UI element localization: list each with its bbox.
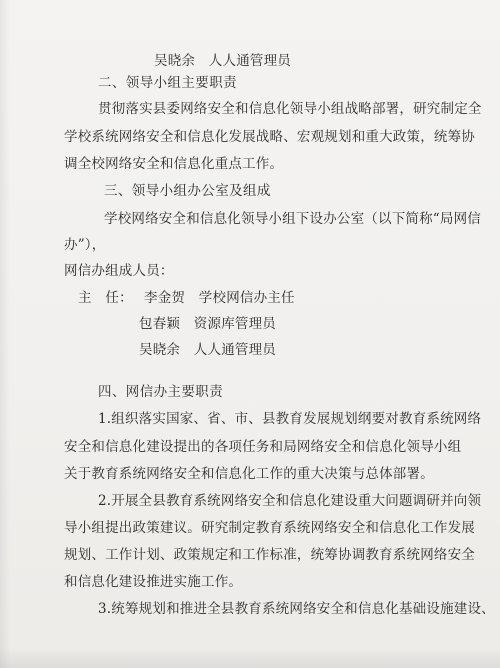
section-4-title: 四、网信办主要职责 [98, 384, 224, 400]
item-2-line-2: 导小组提出政策建议。研究制定教育系统网络安全和信息化工作发展 [64, 520, 475, 536]
section-3-title: 三、领导小组办公室及组成 [104, 183, 271, 199]
member-line-top: 吴晓余 人人通管理员 [154, 53, 291, 69]
item-1-line-2: 安全和信息化建设提出的各项任务和局网络安全和信息化领导小组 [64, 439, 462, 455]
item-1-line-1: 1.组织落实国家、省、市、县教育发展规划纲要对教育系统网络 [98, 411, 482, 427]
section-3-line-2: 办”）， [64, 237, 106, 253]
director-label: 主 任： [78, 290, 133, 306]
section-2-title: 二、领导小组主要职责 [98, 75, 237, 91]
section-3-line-1: 学校网络安全和信息化领导小组下设办公室（以下简称“局网信 [104, 211, 482, 227]
member-line-3: 吴晓余 人人通管理员 [139, 342, 276, 358]
item-2-line-3: 规划、工作计划、政策规定和工作标准，统筹协调教育系统网络安全 [64, 547, 475, 563]
members-label: 网信办组成人员： [64, 263, 174, 279]
item-2-line-1: 2.开展全县教育系统网络安全和信息化建设重大问题调研并向领 [98, 493, 482, 509]
page-shadow-left [0, 0, 10, 668]
section-2-line-3: 调全校网络安全和信息化重点工作。 [64, 156, 284, 172]
item-3-line-1: 3.统筹规划和推进全县教育系统网络安全和信息化基础设施建设、 [98, 601, 495, 617]
page-shadow-bottom [0, 648, 500, 668]
item-2-line-4: 和信息化建设推进实施工作。 [64, 574, 243, 590]
member-line-1: 李金贺 学校网信办主任 [144, 290, 295, 306]
section-2-line-1: 贯彻落实县委网络安全和信息化领导小组战略部署，研究制定全 [98, 101, 482, 117]
member-line-2: 包春颖 资源库管理员 [139, 316, 276, 332]
item-1-line-3: 关于教育系统网络安全和信息化工作的重大决策与总体部署。 [64, 466, 434, 482]
section-2-line-2: 学校系统网络安全和信息化发展战略、宏观规划和重大政策，统筹协 [64, 129, 475, 145]
